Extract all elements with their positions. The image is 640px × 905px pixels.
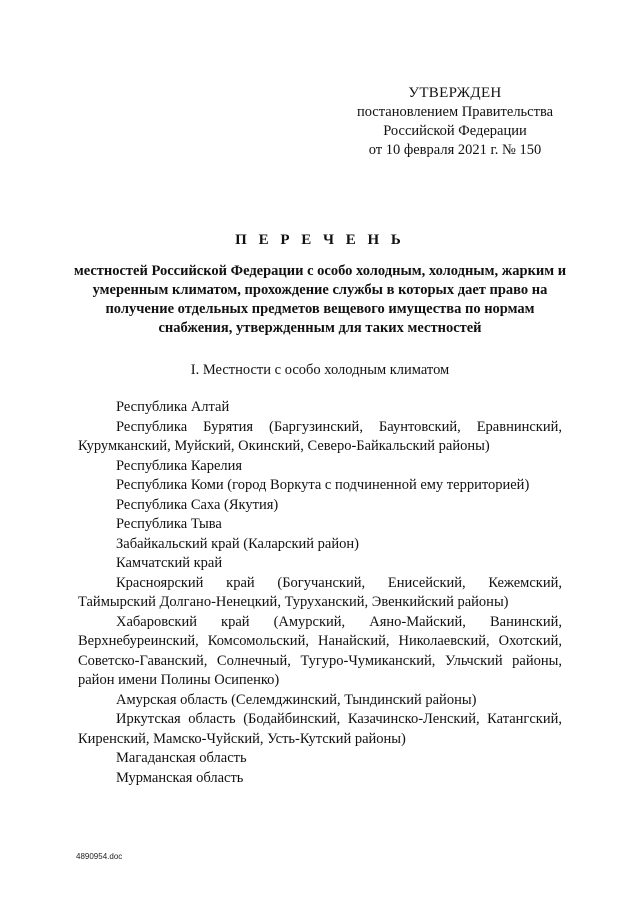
list-item: Республика Тыва [116, 516, 222, 532]
locality-list [78, 398, 562, 788]
approval-line-3: от 10 февраля 2021 г. № 150 [368, 142, 542, 158]
list-item: Хабаровский край (Амурский, Аяно-Майский, Ванинский, Верхнебуреинский, Комсомольский, Нанайский, Николаевский, Охотский, Советско-Гаванский, Солнечный, Тугуро-Чумиканский, Ульчский районы, район имени Полины Осипенко) [78, 613, 562, 688]
list-item: Иркутская область (Бодайбинский, Казачинско-Ленский, Катангский, Киренский, Мамско-Чуйский, Усть-Кутский районы) [78, 711, 562, 747]
approval-block [330, 84, 580, 160]
list-item: Амурская область (Селемджинский, Тындинский районы) [116, 691, 477, 708]
list-item: Республика Алтай [116, 399, 230, 415]
approval-line-2: Российской Федерации [383, 123, 527, 139]
list-item: Красноярский край (Богучанский, Енисейский, Кежемский, Таймырский Долгано-Ненецкий, Туруханский, Эвенкийский районы) [78, 574, 562, 610]
list-item: Магаданская область [116, 750, 247, 766]
list-item: Республика Бурятия (Баргузинский, Баунтовский, Еравнинский, Курумканский, Муйский, Окинский, Северо-Байкальский районы) [78, 418, 562, 454]
approval-line-1: постановлением Правительства [356, 104, 554, 120]
list-item: Мурманская область [116, 769, 244, 786]
list-item: Республика Карелия [116, 457, 243, 474]
document-subtitle: местностей Российской Федерации с особо холодным, холодным, жарким и умеренным климатом, прохождение службы в которых дает право на получение отдельных предметов вещевого имущества по нормам снабжения, утвержденным для таких местностей [73, 263, 567, 336]
list-item: Забайкальский край (Каларский район) [116, 535, 359, 552]
approval-title: УТВЕРЖДЕН [408, 85, 502, 101]
list-item: Республика Саха (Якутия) [116, 496, 279, 513]
section-heading: I. Местности с особо холодным климатом [190, 362, 450, 378]
list-item: Республика Коми (город Воркута с подчиненной ему территорией) [116, 477, 530, 493]
document-file-code: 4890954.doc [76, 852, 123, 861]
document-title: П Е Р Е Ч Е Н Ь [235, 232, 405, 248]
list-item: Камчатский край [116, 555, 223, 571]
